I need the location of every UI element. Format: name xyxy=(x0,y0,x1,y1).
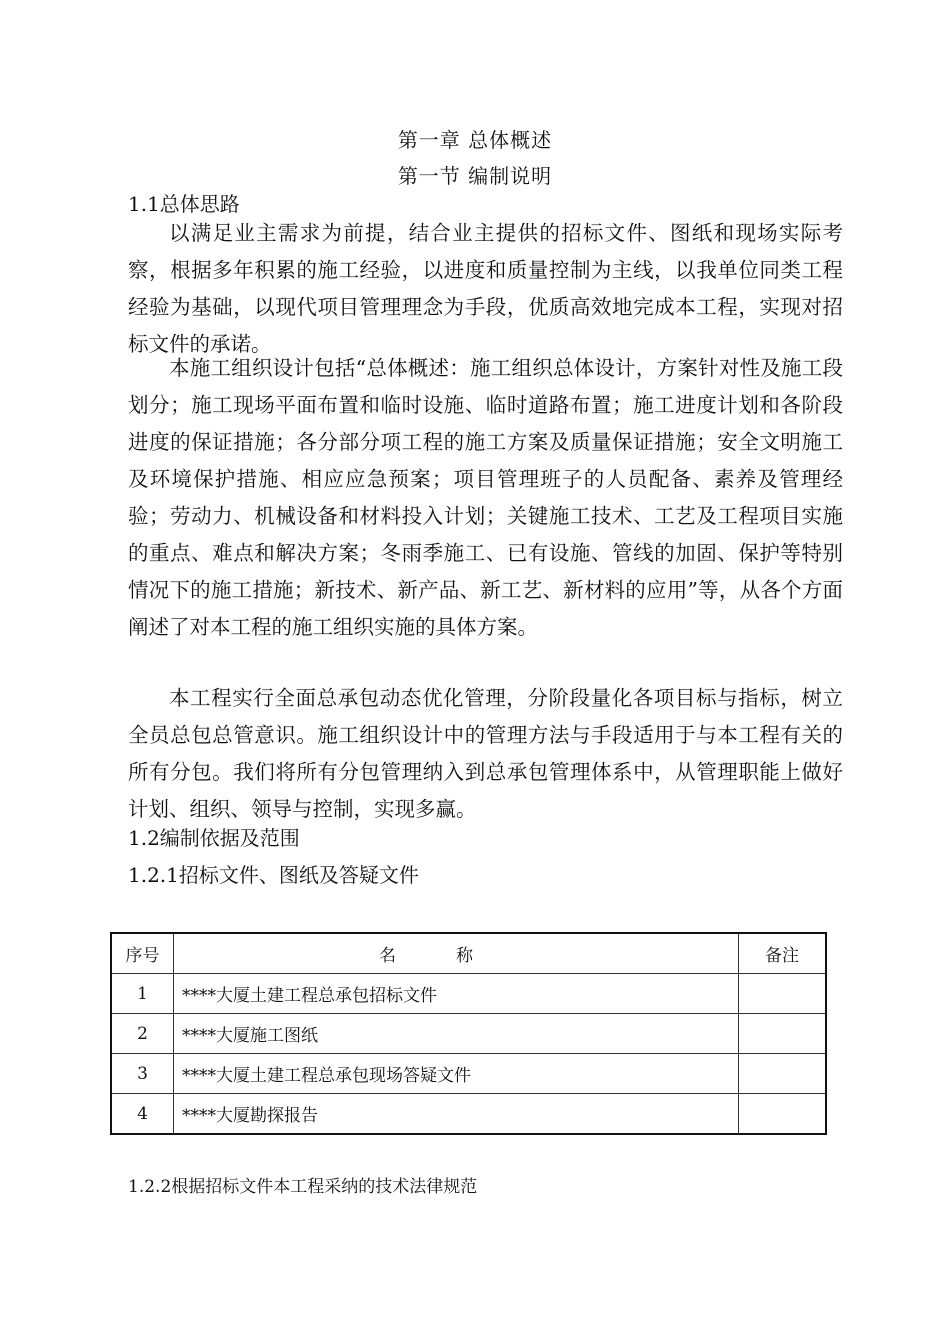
table-row xyxy=(111,974,826,1014)
paragraph-overall-idea: 以满足业主需求为前提，结合业主提供的招标文件、图纸和现场实际考察，根据多年积累的施工经验，以进度和质量控制为主线，以我单位同类工程经验为基础，以现代项目管理理念为手段，优质高效地完成本工程，实现对招标文件的承诺。 xyxy=(128,221,843,356)
section-title: 第一节 编制说明 xyxy=(397,164,553,188)
row-name: ****大厦土建工程总承包招标文件 xyxy=(174,974,739,1014)
row-name: ****大厦勘探报告 xyxy=(174,1094,739,1135)
table-header-row xyxy=(111,933,826,974)
row-note xyxy=(739,974,827,1014)
row-no: 4 xyxy=(111,1094,174,1135)
header-no: 序号 xyxy=(111,933,174,974)
heading-1-2-2: 1.2.2根据招标文件本工程采纳的技术法律规范 xyxy=(128,1177,478,1197)
header-name: 名称 xyxy=(174,933,739,974)
row-no: 1 xyxy=(111,974,174,1014)
paragraph-general-contracting: 本工程实行全面总承包动态优化管理，分阶段量化各项目标与指标，树立全员总包总管意识。施工组织设计中的管理方法与手段适用于与本工程有关的所有分包。我们将所有分包管理纳入到总承包管理体系中，从管理职能上做好计划、组织、领导与控制，实现多赢。 xyxy=(128,686,843,821)
chapter-title: 第一章 总体概述 xyxy=(397,128,553,152)
row-name: ****大厦土建工程总承包现场答疑文件 xyxy=(174,1054,739,1094)
header-note: 备注 xyxy=(739,933,827,974)
heading-1-2: 1.2编制依据及范围 xyxy=(128,826,300,850)
paragraph-design-contents: 本施工组织设计包括“总体概述：施工组织总体设计，方案针对性及施工段划分；施工现场平面布置和临时设施、临时道路布置；施工进度计划和各阶段进度的保证措施；各分部分项工程的施工方案及质量保证措施；安全文明施工及环境保护措施、相应应急预案；项目管理班子的人员配备、素养及管理经验；劳动力、机械设备和材料投入计划；关键施工技术、工艺及工程项目实施的重点、难点和解决方案；冬雨季施工、已有设施、管线的加固、保护等特别情况下的施工措施；新技术、新产品、新工艺、新材料的应用”等，从各个方面阐述了对本工程的施工组织实施的具体方案。 xyxy=(128,356,843,639)
table-row xyxy=(111,1014,826,1054)
table-row xyxy=(111,1094,826,1135)
row-no: 3 xyxy=(111,1054,174,1094)
documents-table xyxy=(110,932,827,1135)
row-note xyxy=(739,1014,827,1054)
row-name: ****大厦施工图纸 xyxy=(174,1014,739,1054)
heading-1-2-1: 1.2.1招标文件、图纸及答疑文件 xyxy=(128,863,419,887)
row-note xyxy=(739,1094,827,1135)
table-row xyxy=(111,1054,826,1094)
heading-1-1: 1.1总体思路 xyxy=(128,192,240,216)
row-note xyxy=(739,1054,827,1094)
row-no: 2 xyxy=(111,1014,174,1054)
